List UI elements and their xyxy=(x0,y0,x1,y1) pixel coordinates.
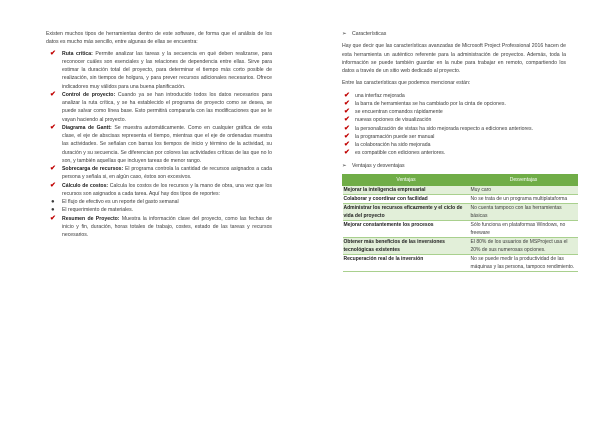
heading-text: Características xyxy=(352,31,387,37)
feature-text: Calcula los costos de los recursos y la mano de obra, una vez que los recursos son asignados a cada tarea. Aquí hay dos tipos de reportes: xyxy=(62,182,272,197)
feature-list-final xyxy=(46,215,272,240)
table-row xyxy=(343,185,578,194)
item-text: una interfaz mejorada xyxy=(355,92,405,99)
table-cell: Administrar los recursos eficazmente y el ciclo de vida del proyecto xyxy=(343,203,470,220)
checkmark-icon: ✔ xyxy=(344,99,350,107)
characteristics-lead: Entre las características que podemos mencionar están: xyxy=(342,80,471,87)
list-item xyxy=(46,215,272,240)
checkmark-icon: ✔ xyxy=(50,214,56,222)
item-text: la personalización de vistas ha sido mejorada respecto a ediciones anteriores. xyxy=(355,125,534,132)
table-row xyxy=(343,237,578,254)
item-text: la programación puede ser manual xyxy=(355,133,435,140)
feature-text: Muestra la información clave del proyecto, como las fechas de inicio y fin, duración, horas totales de trabajo, costes, estado de las tareas y recursos necesarios. xyxy=(62,215,272,238)
feature-text: Se muestra automáticamente. Como en cualquier gráfica de esta clase, el eje de abscisas representa el tiempo, mientras que el eje de ordenadas muestra las actividades. Se señalan con barras los tiempos de inicio y término de la actividad, su duración y su secuencia. Se diferencian por colores las actividades críticas de las que no lo son, y también aquellas que incluyen tareas de menor rango. xyxy=(62,124,273,164)
checkmark-icon: ✔ xyxy=(344,108,350,115)
checkmark-icon: ✔ xyxy=(50,90,56,98)
bullet-icon: ● xyxy=(51,199,55,205)
checkmark-icon: ✔ xyxy=(50,49,56,57)
feature-text: El programa controla la cantidad de recursos asignados a cada persona y señala si, en algún caso, éstos son excesivos. xyxy=(62,166,272,181)
characteristics-list xyxy=(342,92,566,158)
list-item xyxy=(342,100,566,108)
table-cell: Muy caro xyxy=(470,185,578,194)
checkmark-icon: ✔ xyxy=(50,181,56,189)
subpoint-text: El flujo de efectivo es un reporte del gasto semanal xyxy=(62,199,179,205)
arrow-bullet-icon: ➢ xyxy=(342,162,347,169)
table-cell: Sólo funciona en plataformas Windows, no freeware xyxy=(470,220,578,237)
feature-title: Sobrecarga de recursos: xyxy=(62,166,124,172)
checkmark-icon: ✔ xyxy=(344,116,350,124)
checkmark-icon: ✔ xyxy=(344,149,350,157)
list-item xyxy=(342,133,566,141)
checkmark-icon: ✔ xyxy=(50,165,56,172)
feature-text: Cuando ya se han introducido todos los datos necesarios para analizar la ruta crítica, y se ha establecido el programa de proyecto como se desea, se puede salvar como línea base. Esto permitirá compararla con las modificaciones que se le vayan haciendo al proyecto. xyxy=(62,91,272,123)
report-subpoints xyxy=(46,198,272,215)
list-item xyxy=(342,108,566,116)
table-row xyxy=(343,203,578,220)
checkmark-icon: ✔ xyxy=(50,123,56,131)
list-item xyxy=(46,50,272,91)
list-item xyxy=(342,125,566,133)
feature-title: Ruta crítica: xyxy=(62,50,93,57)
checkmark-icon: ✔ xyxy=(344,141,350,148)
heading-text: Ventajas y desventajas xyxy=(352,162,405,169)
table-cell: Colaborar y coordinar con facilidad xyxy=(343,194,470,203)
list-item xyxy=(46,165,272,182)
table-row xyxy=(343,254,578,271)
item-text: la colaboración ha sido mejorada xyxy=(355,142,431,148)
table-row xyxy=(343,194,578,203)
item-text: es compatible con ediciones anteriores. xyxy=(355,150,446,157)
feature-title: Control de proyecto: xyxy=(62,91,116,98)
subpoint-text: El requerimiento de materiales. xyxy=(62,207,134,214)
left-column xyxy=(46,30,272,239)
feature-title: Resumen de Proyecto: xyxy=(62,215,120,222)
checkmark-icon: ✔ xyxy=(344,132,350,140)
feature-title: Diagrama de Gantt: xyxy=(62,124,112,131)
bullet-icon: ● xyxy=(51,207,55,214)
table-cell: Recuperación real de la inversión xyxy=(343,254,470,271)
list-item xyxy=(46,124,272,165)
table-header-row xyxy=(343,174,578,185)
header-ventajas: Ventajas xyxy=(343,174,470,185)
table-cell: El 80% de los usuarios de MSProject usa el 20% de sus numerosas opciones. xyxy=(470,237,578,254)
table-cell: No cuenta tampoco con las herramientas básicas xyxy=(470,203,578,220)
arrow-bullet-icon: ➢ xyxy=(342,31,347,37)
section-heading-pros-cons xyxy=(342,162,566,170)
feature-text: Permite analizar las tareas y la secuencia en qué deben realizarse, para reconocer cuáles son esenciales y las relaciones de dependencia entre ellas. Sirve para estimar la duración total del proyecto, para determinar el tiempo más corto posible de realización, sin tiempos de holgura, y para prever recursos adicionales necesarios. Ofrece indicadores muy válidos para una buena planificación. xyxy=(62,50,272,90)
list-item xyxy=(46,198,272,206)
pros-cons-table xyxy=(342,174,578,272)
section-heading-characteristics xyxy=(342,30,566,38)
table-cell: No se trata de un programa multiplataforma xyxy=(470,194,578,203)
right-column xyxy=(342,30,575,272)
table-cell: Obtener más beneficios de las inversiones tecnológicas existentes xyxy=(343,237,470,254)
table-cell: No se puede medir la productividad de las máquinas y las persona, tampoco rendimiento. xyxy=(470,254,578,271)
list-item xyxy=(342,116,566,124)
list-item xyxy=(46,182,272,199)
list-item xyxy=(342,141,566,149)
item-text: se encuentran comandos rápidamente xyxy=(355,109,443,115)
list-item xyxy=(46,206,272,214)
table-cell: Mejorar la inteligencia empresarial xyxy=(343,185,470,194)
item-text: nuevas opciones de visualización xyxy=(355,117,432,124)
list-item xyxy=(46,91,272,124)
header-desventajas: Desventajas xyxy=(470,174,578,185)
table-cell: Mejorar constantemente los procesos xyxy=(343,220,470,237)
feature-title: Cálculo de costos: xyxy=(62,182,109,189)
feature-list xyxy=(46,50,272,199)
table-row xyxy=(343,220,578,237)
list-item xyxy=(342,92,566,100)
checkmark-icon: ✔ xyxy=(344,124,350,132)
checkmark-icon: ✔ xyxy=(344,91,350,99)
intro-paragraph: Existen muchos tipos de herramientas dentro de este software, de forma que el análisis de los datos es mucho más sencillo, entre algunas de ellas se encuentra: xyxy=(46,31,272,46)
characteristics-paragraph: Hay que decir que las características avanzadas de Microsoft Project Professional 2016 hacen de esta herramienta un auténtico referente para la administración de proyectos. Además, toda la información se puede también guardar en la nube para trabajar en remoto, compartiendo los datos a través de un sitio web dedicado al proyecto. xyxy=(342,43,566,74)
list-item xyxy=(342,149,566,157)
item-text: la barra de herramientas se ha cambiado por la cinta de opciones. xyxy=(355,100,506,107)
